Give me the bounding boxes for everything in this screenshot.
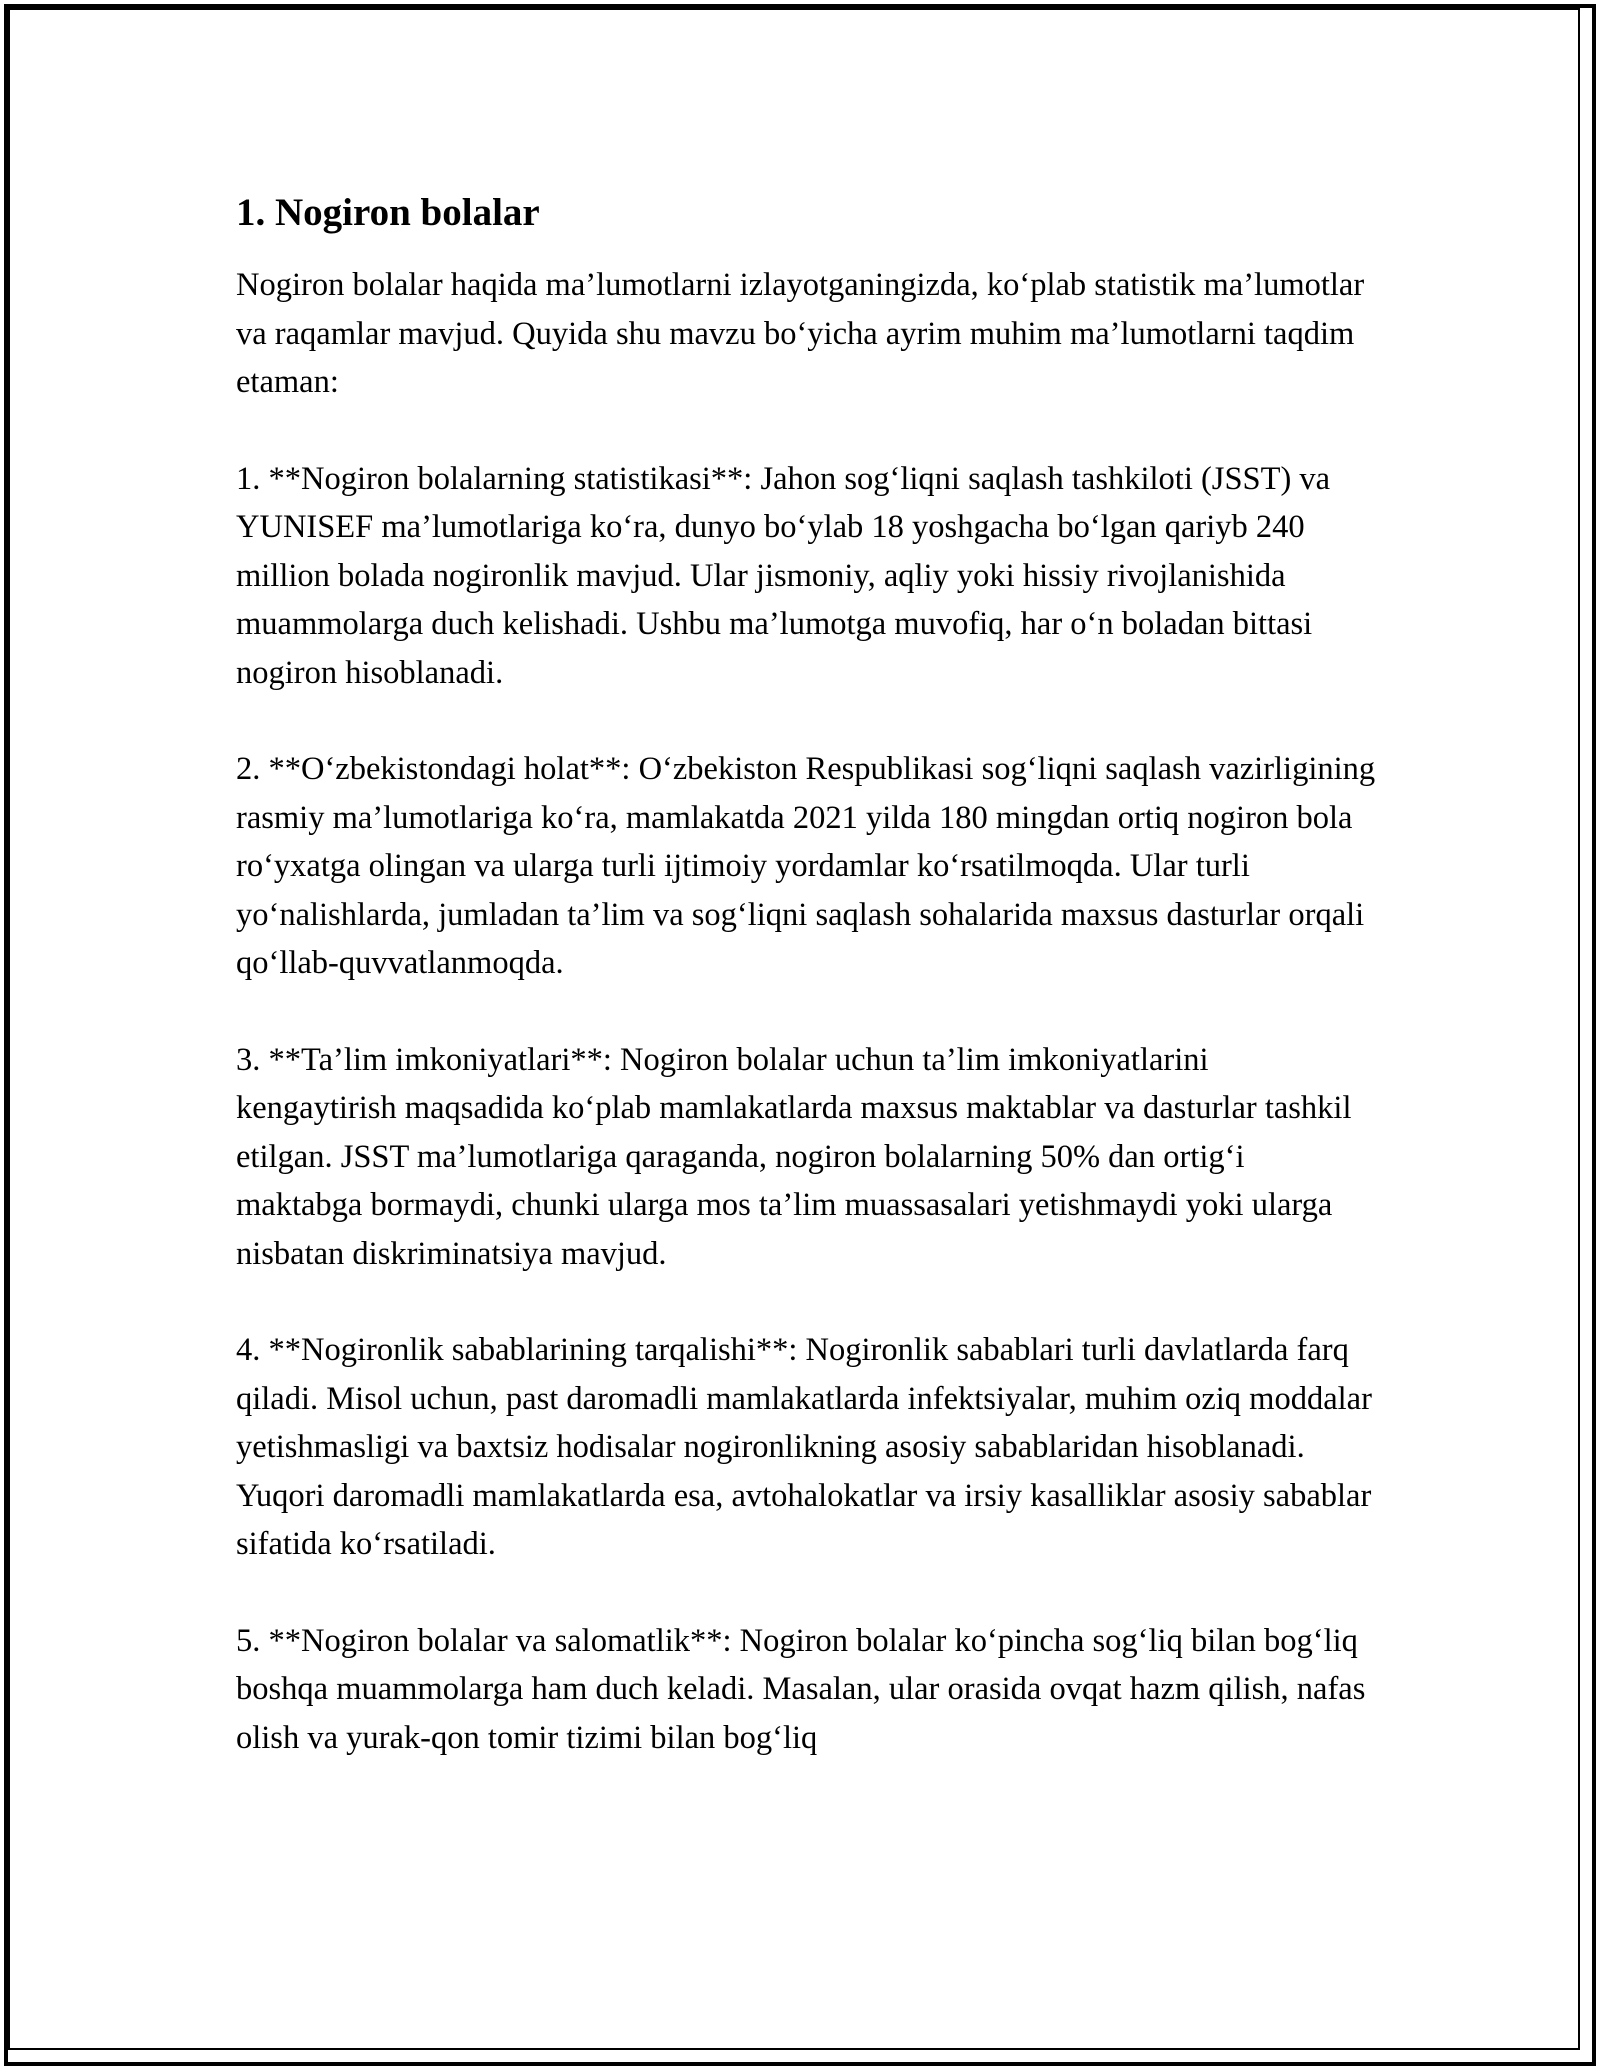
paragraph-health: 5. **Nogiron bolalar va salomatlik**: Nogiron bolalar ko‘pincha sog‘liq bilan bog‘liq boshqa muammolarga ham duch keladi. Masalan, ular orasida ovqat hazm qilish, nafas olish va yurak-qon tomir tizimi bilan bog‘liq xyxy=(236,1622,1366,1756)
paragraph-statistics: 1. **Nogiron bolalarning statistikasi**: Jahon sog‘liqni saqlash tashkiloti (JSST) va YUNISEF ma’lumotlariga ko‘ra, dunyo bo‘ylab 18 yoshgacha bo‘lgan qariyb 240 million bolada nogironlik mavjud. Ular jismoniy, aqliy yoki hissiy rivojlanishida muammolarga duch kelishadi. Ushbu ma’lumotga muvofiq, har o‘n boladan bittasi nogiron hisoblanadi. xyxy=(236,460,1331,691)
paragraph-uzbekistan: 2. **O‘zbekistondagi holat**: O‘zbekiston Respublikasi sog‘liqni saqlash vazirligining rasmiy ma’lumotlariga ko‘ra, mamlakatda 2021 yilda 180 mingdan ortiq nogiron bola ro‘yxatga olingan va ularga turli ijtimoiy yordamlar ko‘rsatilmoqda. Ular turli yo‘nalishlarda, jumladan ta’lim va sog‘liqni saqlash sohalarida maxsus dasturlar orqali qo‘llab-quvvatlanmoqda. xyxy=(236,751,1376,981)
paragraph-causes: 4. **Nogironlik sabablarining tarqalishi**: Nogironlik sabablari turli davlatlarda farq qiladi. Misol uchun, past daromadli mamlakatlarda infektsiyalar, muhim oziq moddalar yetishmasligi va baxtsiz hodisalar nogironlikning asosiy sabablaridan hisoblanadi. Yuqori daromadli mamlakatlarda esa, avtohalokatlar va irsiy kasalliklar asosiy sabablar sifatida ko‘rsatiladi. xyxy=(236,1332,1372,1562)
paragraph-education: 3. **Ta’lim imkoniyatlari**: Nogiron bolalar uchun ta’lim imkoniyatlarini kengaytirish maqsadida ko‘plab mamlakatlarda maxsus maktablar va dasturlar tashkil etilgan. JSST ma’lumotlariga qaraganda, nogiron bolalarning 50% dan ortig‘i maktabga bormaydi, chunki ularga mos ta’lim muassasalari yetishmaydi yoki ularga nisbatan diskriminatsiya mavjud. xyxy=(236,1041,1352,1272)
document-body xyxy=(236,185,1376,1810)
paragraph-intro: Nogiron bolalar haqida ma’lumotlarni izlayotganingizda, ko‘plab statistik ma’lumotlar va raqamlar mavjud. Quyida shu mavzu bo‘yicha ayrim muhim ma’lumotlarni taqdim etaman: xyxy=(236,267,1365,400)
document-title: 1. Nogiron bolalar xyxy=(236,191,540,234)
